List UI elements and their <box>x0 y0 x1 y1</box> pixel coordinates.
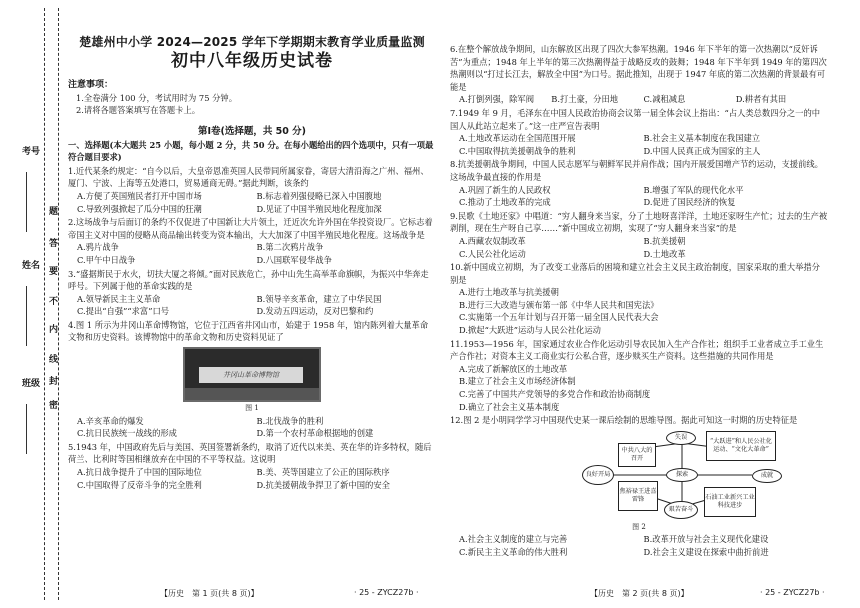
mindmap-node: 艰苦奋斗 <box>664 501 698 519</box>
answer-option: C.提出“自强”“求富”口号 <box>77 306 170 317</box>
page-code-left: · 25 - ZYCZ27b · <box>354 588 419 597</box>
page-footer-left: 【历史 第 1 页(共 8 页)】 <box>160 589 259 598</box>
warn-char: 封 <box>49 372 58 389</box>
question <box>68 268 436 318</box>
answer-option: A.打倒列强，除军阀 <box>459 94 535 105</box>
question-stem: 6.在整个解放战争期间，山东解放区出现了四次大参军热潮。1946 年下半年的第一次热潮以“反奸诉苦”为重点；1948 年上半年的第三次热潮得益于战略反攻的鼓舞；1948 年下半年到 1949 年的第四次热潮则以“打过长江去，解放全中国”为口号。据此推知，出现于 1947 年底的第二次热潮的背景最有可能是 <box>450 44 827 92</box>
question <box>68 165 436 215</box>
answer-option: D.发动五四运动，反对巴黎和约 <box>256 306 374 317</box>
answer-option: B.美、英等国建立了公正的国际秩序 <box>256 467 390 478</box>
figure-1-caption: 图 1 <box>245 404 259 413</box>
answer-option: B.打土豪，分田地 <box>551 94 619 105</box>
question-list-right <box>450 43 828 559</box>
question-stem: 2.这场战争与后面订的条约不仅促进了中国新让大片领土，迁近次允许外国在华投资设厂。它标志着帝国主义对中国的侵略从商品输出转变为资本输出，大大加深了中国半殖民地化程度。这场战争是 <box>68 217 433 240</box>
exam-title: 楚雄州中小学 2024—2025 学年下学期期末教育学业质量监测 <box>79 35 425 49</box>
kaohao-blank <box>26 172 27 232</box>
answer-option: D.土地改革 <box>643 248 686 259</box>
subject-title: 初中八年级历史试卷 <box>171 50 333 71</box>
answer-option: A.土地改革运动在全国范围开展 <box>459 133 576 144</box>
answer-options <box>68 466 436 491</box>
answer-option: C.导致列强掀起了瓜分中国的狂潮 <box>77 203 202 214</box>
notice-item: 2.请将各题答案填写在答题卡上。 <box>76 105 201 116</box>
mindmap-node: 成就 <box>752 469 782 483</box>
answer-option: C.抗日民族统一战线的形成 <box>77 428 177 439</box>
answer-option: D.促进了国民经济的恢复 <box>643 197 736 208</box>
answer-options <box>68 293 436 318</box>
answer-options <box>68 241 436 266</box>
answer-options <box>68 415 436 440</box>
answer-option: A.西藏农奴制改革 <box>459 235 526 246</box>
answer-options <box>450 184 828 209</box>
answer-option: C.中国取得抗美援朝战争的胜利 <box>459 145 576 156</box>
notice-heading: 注意事项： <box>68 80 114 91</box>
answer-option: B.改革开放与社会主义现代化建设 <box>643 534 769 545</box>
answer-option: D.社会主义建设在探索中曲折前进 <box>643 547 769 557</box>
name-blank <box>26 286 27 346</box>
answer-options <box>450 235 828 260</box>
answer-options <box>450 132 828 157</box>
warn-char: 内 <box>49 320 58 337</box>
mindmap-node: 中共八大的召开 <box>618 443 656 467</box>
warn-char: 密 <box>49 396 58 413</box>
question-stem: 3.“盛据斯民于水火，切扶大厦之将倾。”面对民族危亡，孙中山先生高举革命旗帜，为振兴中华奔走呼号。下列属于他的革命实践的是 <box>68 268 429 292</box>
class-label: 班级 <box>22 379 41 389</box>
question-stem: 7.1949 年 9 月，毛泽东在中国人民政治协商会议第一届全体会议上指出：“占人类总数四分之一的中国人从此站立起来了。”这一庄严宣告表明 <box>450 107 821 131</box>
question-stem: 1.近代某条约规定：“自今以后，大皇帝恩准英国人民带同所属家眷，寄居大清沿海之广州、福州、厦门、宁波、上海等五处港口，贸易通商无碍。”据此判断，该条约 <box>68 165 429 189</box>
section-heading: 第Ⅰ卷(选择题，共 50 分) <box>197 125 307 137</box>
question-stem: 4.图 1 所示为井冈山革命博物馆，它位于江西省井冈山市，始建于 1958 年，馆内陈列着大量革命文物和历史资料。该博物馆中的革命文物和历史资料见证了 <box>68 319 429 343</box>
question-stem: 8.抗美援朝战争期间，中国人民志愿军与朝鲜军民并肩作战；国内开展爱国增产节约运动，支援前线。这场战争最直接的作用是 <box>450 159 823 182</box>
answer-option: D.第一个农村革命根据地的创建 <box>256 428 374 439</box>
binding-margin <box>0 0 62 608</box>
mindmap-node: 焦裕禄王进喜雷锋 <box>618 481 658 511</box>
question <box>450 414 828 558</box>
answer-option: A.巩固了新生的人民政权 <box>459 184 551 195</box>
answer-option: B.北伐战争的胜利 <box>256 415 324 426</box>
answer-option: B.进行三大改造与颁布第一部《中华人民共和国宪法》 <box>459 299 659 310</box>
answer-option: A.方便了英国殖民者打开中国市场 <box>77 190 202 201</box>
question <box>68 319 436 440</box>
answer-option: C.人民公社化运动 <box>459 248 526 259</box>
answer-options <box>450 533 828 558</box>
answer-option: A.辛亥革命的爆发 <box>77 415 144 426</box>
answer-option: B.标志着列强侵略已深入中国腹地 <box>256 190 382 201</box>
left-column <box>68 36 436 491</box>
question <box>450 158 828 208</box>
warn-char: 答 <box>49 234 58 251</box>
answer-option: C.实施第一个五年计划与召开第一届全国人民代表大会 <box>459 312 659 323</box>
question-stem: 9.民歌《土地还家》中唱道：“穷人翻身来当家，分了土地呀喜洋洋，土地还家呀生产忙；过去的生产被剥削，现在生产呀自己享……”新中国成立初期，实现了“穷人翻身来当家”的是 <box>450 210 828 234</box>
page-code-right: · 25 - ZYCZ27b · <box>760 588 825 597</box>
right-column <box>450 42 828 559</box>
warn-char: 线 <box>49 350 58 367</box>
answer-option: D.见证了中国半殖民地化程度加深 <box>256 203 382 214</box>
mindmap-node: 失误 <box>666 431 696 445</box>
figure-1-photo <box>183 347 321 402</box>
answer-option: D.确立了社会主义基本制度 <box>459 401 560 412</box>
answer-option: C.新民主主义革命的伟大胜利 <box>459 547 568 557</box>
seal-line-inner <box>58 8 59 600</box>
mindmap-node: “大跃进”和人民公社化运动、“文化大革命” <box>706 431 776 461</box>
question <box>450 210 828 260</box>
warn-char: 题 <box>49 202 58 219</box>
section-intro: 一、选择题(本大题共 25 小题，每小题 2 分，共 50 分。在每小题给出的四个选项中，只有一项最符合题目要求) <box>68 139 434 163</box>
question <box>450 261 828 337</box>
answer-option: B.社会主义基本制度在我国建立 <box>643 133 761 144</box>
answer-option: C.甲午中日战争 <box>77 254 136 265</box>
question-stem: 12.图 2 是小明同学学习中国现代史某一课后绘制的思维导图。据此可知这一时期的历史特征是 <box>450 415 798 426</box>
answer-option: C.推动了土地改革的完成 <box>459 197 551 208</box>
answer-option: C.减租减息 <box>643 94 686 105</box>
answer-option: C.中国取得了反帝斗争的完全胜利 <box>77 479 202 490</box>
answer-option: B.建立了社会主义市场经济体制 <box>459 376 576 387</box>
answer-option: A.完成了新解放区的土地改革 <box>459 363 568 374</box>
answer-option: D.抗美援朝战争捍卫了新中国的安全 <box>256 479 390 490</box>
question <box>450 107 828 157</box>
question-stem: 11.1953—1956 年，国家通过农业合作化运动引导农民加入生产合作社；组织手工业者成立手工业生产合作社；对资本主义工商业实行公私合营，逐步赎买生产资料。这些措施的共同作用是 <box>450 338 824 362</box>
figure-2-caption: 图 2 <box>632 522 646 531</box>
answer-option: A.领导新民主主义革命 <box>77 293 161 304</box>
seal-line-outer <box>44 8 45 600</box>
mindmap-node: 探索 <box>666 468 698 482</box>
question <box>68 441 436 491</box>
museum-plaque: 井冈山革命博物馆 <box>199 367 303 383</box>
answer-option: B.第二次鸦片战争 <box>256 242 324 253</box>
answer-option: A.鸦片战争 <box>77 242 119 253</box>
warn-char: 不 <box>49 292 58 309</box>
answer-option: B.领导辛亥革命，建立了中华民国 <box>256 293 382 304</box>
question-list-left <box>68 165 436 491</box>
class-blank <box>26 404 27 454</box>
answer-option: A.抗日战争提升了中国的国际地位 <box>77 467 202 478</box>
answer-option: A.进行土地改革与抗美援朝 <box>459 287 559 298</box>
mindmap-node: 石油工业新兴工业科技进步 <box>704 487 756 517</box>
notice-item: 1.全卷满分 100 分，考试用时为 75 分钟。 <box>76 92 238 103</box>
name-label: 姓名 <box>22 261 41 271</box>
question <box>450 43 828 106</box>
question <box>450 338 828 414</box>
answer-option: D.耕者有其田 <box>735 94 787 105</box>
museum-base <box>185 388 319 400</box>
answer-option: D.八国联军侵华战争 <box>256 254 332 265</box>
answer-options <box>450 93 828 106</box>
answer-options <box>68 190 436 215</box>
answer-option: C.完善了中国共产党领导的多党合作和政治协商制度 <box>459 389 651 400</box>
page-footer-right: 【历史 第 2 页(共 8 页)】 <box>590 589 689 598</box>
answer-option: B.增强了军队的现代化水平 <box>643 184 744 195</box>
answer-option: A.社会主义制度的建立与完善 <box>459 534 568 545</box>
question-stem: 10.新中国成立初期，为了改变工业落后的困境和建立社会主义民主政治制度，国家采取的重大举措分别是 <box>450 262 820 285</box>
answer-option: D.掀起“大跃进”运动与人民公社化运动 <box>459 325 601 336</box>
mindmap-node: 良好开局 <box>582 465 614 485</box>
answer-option: D.中国人民真正成为国家的主人 <box>643 145 761 156</box>
kaohao-label: 考号 <box>22 147 41 157</box>
warn-char: 要 <box>49 262 58 279</box>
figure-2-mindmap <box>580 429 785 521</box>
question-stem: 5.1943 年，中国政府先后与美国、英国签署新条约，取消了近代以来美、英在华的许多特权，随后荷兰、比利时等国相继放弃在中国的不平等权益。这说明 <box>68 441 432 465</box>
answer-option: B.抗美援朝 <box>643 235 686 246</box>
question <box>68 216 436 266</box>
